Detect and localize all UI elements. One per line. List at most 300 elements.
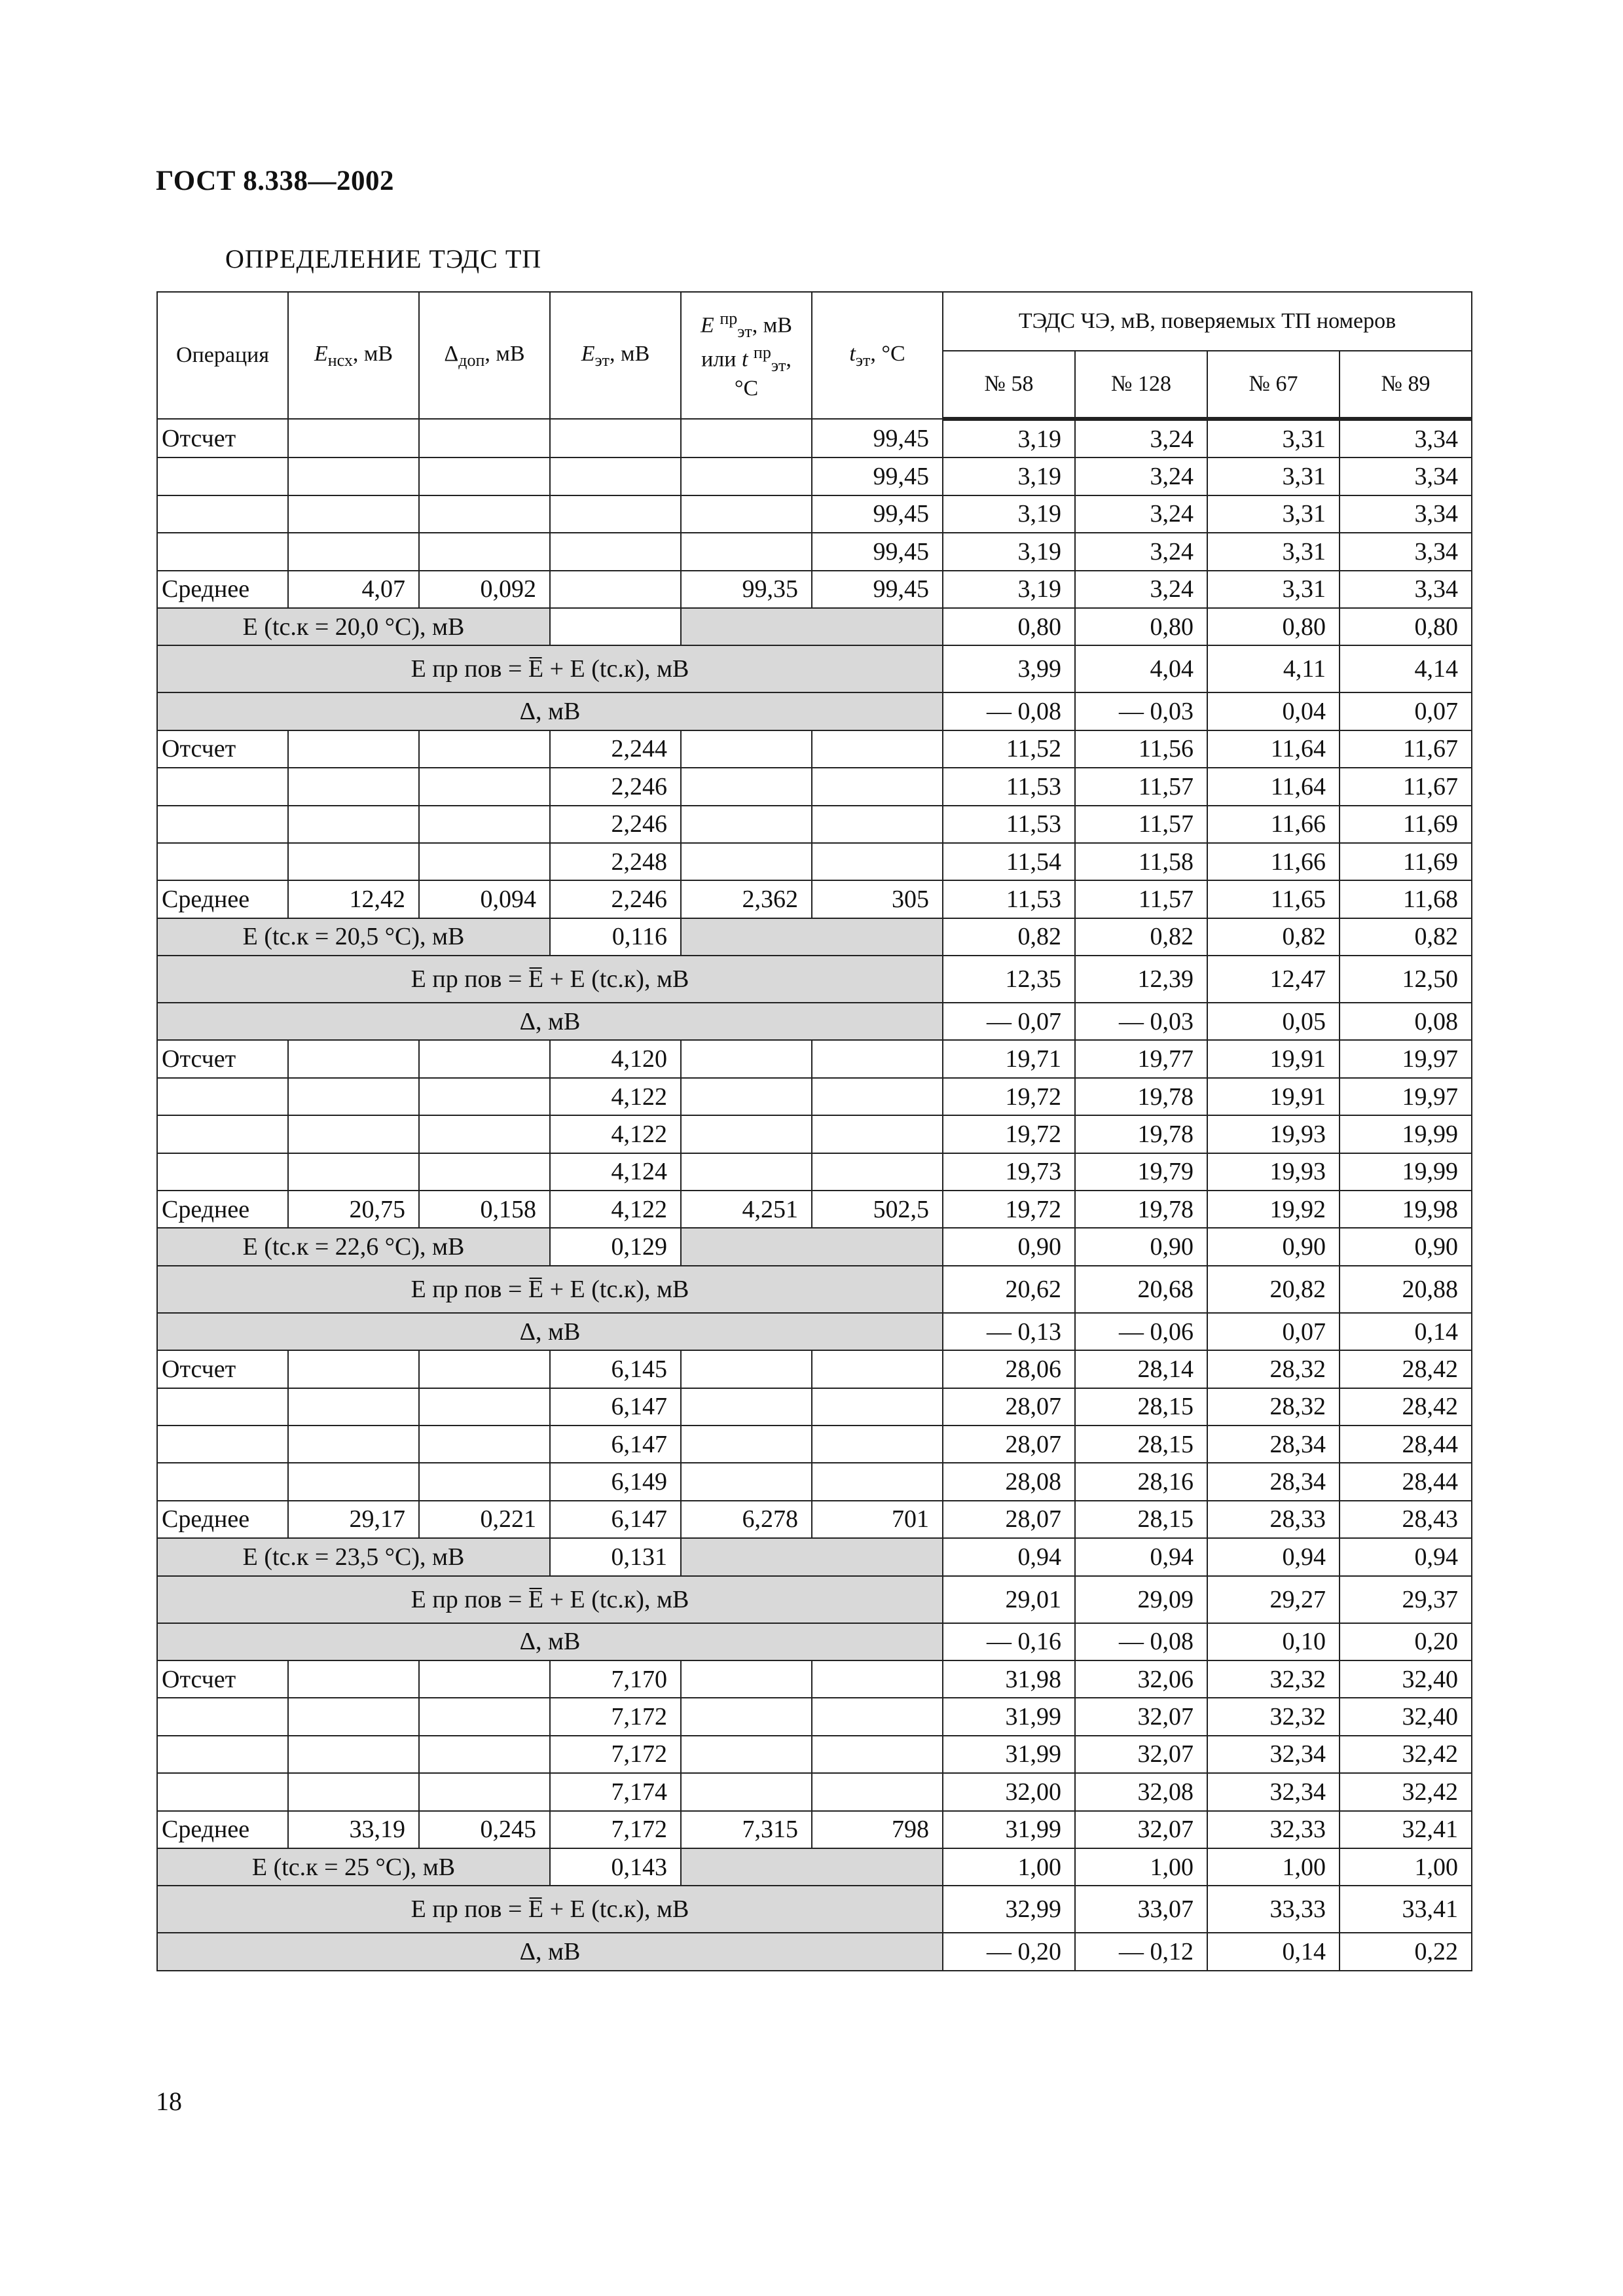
tp-value-cell: 28,33 xyxy=(1207,1501,1340,1538)
e-et-cell: 7,174 xyxy=(550,1773,681,1810)
cold-junction-label: E (tс.к = 25 °С), мВ xyxy=(157,1848,550,1886)
t-et-cell: 502,5 xyxy=(812,1191,943,1228)
tp-value-cell: 11,52 xyxy=(943,730,1075,768)
tp-value-cell: 0,22 xyxy=(1340,1933,1472,1970)
tp-value-cell: 32,32 xyxy=(1207,1660,1340,1698)
delta-dop-cell: 0,094 xyxy=(419,880,550,918)
tp-value-cell: 0,90 xyxy=(1340,1228,1472,1265)
t-et-cell: 99,45 xyxy=(812,571,943,608)
e-pr-cell xyxy=(681,768,812,805)
delta-row xyxy=(157,1003,1472,1040)
e-pr-cell xyxy=(681,1040,812,1077)
e-nsx-cell xyxy=(288,806,419,843)
operation-cell: Отсчет xyxy=(157,1350,288,1388)
delta-dop-cell xyxy=(419,419,550,457)
header-t-et: $t_{эт}$, °С xyxy=(812,292,943,419)
reading-row xyxy=(157,1115,1472,1153)
operation-cell: Среднее xyxy=(157,1501,288,1538)
e-nsx-cell xyxy=(288,533,419,570)
e-et-cell xyxy=(550,419,681,457)
t-et-cell xyxy=(812,1153,943,1191)
tp-value-cell: 3,24 xyxy=(1075,571,1207,608)
operation-cell: Отсчет xyxy=(157,730,288,768)
tp-value-cell: 20,88 xyxy=(1340,1266,1472,1313)
tp-value-cell: 0,80 xyxy=(1340,608,1472,645)
tp-value-cell: 3,19 xyxy=(943,495,1075,533)
e-et-cell: 4,120 xyxy=(550,1040,681,1077)
tp-value-cell: — 0,06 xyxy=(1075,1313,1207,1350)
delta-row xyxy=(157,692,1472,730)
reading-row xyxy=(157,1463,1472,1500)
page-number: 18 xyxy=(156,2087,182,2116)
tp-value-cell: 19,71 xyxy=(943,1040,1075,1077)
tp-value-cell: — 0,20 xyxy=(943,1933,1075,1970)
tp-value-cell: 32,42 xyxy=(1340,1773,1472,1810)
e-nsx-cell: 4,07 xyxy=(288,571,419,608)
tp-value-cell: 32,42 xyxy=(1340,1736,1472,1773)
tp-value-cell: 28,14 xyxy=(1075,1350,1207,1388)
tp-value-cell: 11,67 xyxy=(1340,730,1472,768)
tp-value-cell: 3,24 xyxy=(1075,533,1207,570)
cold-junction-label: E (tс.к = 20,0 °С), мВ xyxy=(157,608,550,645)
delta-dop-cell xyxy=(419,1463,550,1500)
e-nsx-cell xyxy=(288,1040,419,1077)
delta-dop-cell: 0,092 xyxy=(419,571,550,608)
tp-value-cell: 11,56 xyxy=(1075,730,1207,768)
tp-value-cell: 28,32 xyxy=(1207,1388,1340,1426)
delta-dop-cell xyxy=(419,1115,550,1153)
e-nsx-cell xyxy=(288,768,419,805)
e-et-cell xyxy=(550,495,681,533)
tp-value-cell: 3,34 xyxy=(1340,457,1472,495)
tp-value-cell: 1,00 xyxy=(1075,1848,1207,1886)
t-et-cell xyxy=(812,1773,943,1810)
tp-value-cell: 11,54 xyxy=(943,843,1075,880)
tp-value-cell: 28,34 xyxy=(1207,1426,1340,1463)
tp-value-cell: 19,79 xyxy=(1075,1153,1207,1191)
e-nsx-cell xyxy=(288,1660,419,1698)
e-pr-cell xyxy=(681,457,812,495)
reading-row xyxy=(157,768,1472,805)
tp-value-cell: 0,05 xyxy=(1207,1003,1340,1040)
tp-value-cell: 12,39 xyxy=(1075,956,1207,1003)
tp-value-cell: 4,14 xyxy=(1340,645,1472,692)
reading-row xyxy=(157,1040,1472,1077)
cold-junction-label: E (tс.к = 22,6 °С), мВ xyxy=(157,1228,550,1265)
tp-value-cell: 29,01 xyxy=(943,1576,1075,1623)
e-pov-label: E пр пов = E̅ + E (tс.к), мВ xyxy=(157,1266,943,1313)
header-tp-group: ТЭДС ЧЭ, мВ, поверяемых ТП номеров xyxy=(943,292,1472,351)
cold-junction-row xyxy=(157,918,1472,956)
e-nsx-cell: 20,75 xyxy=(288,1191,419,1228)
e-et-cell: 0,129 xyxy=(550,1228,681,1265)
tp-value-cell: 12,50 xyxy=(1340,956,1472,1003)
tp-value-cell: 32,34 xyxy=(1207,1773,1340,1810)
t-et-cell: 701 xyxy=(812,1501,943,1538)
tp-value-cell: 11,57 xyxy=(1075,768,1207,805)
average-row xyxy=(157,1501,1472,1538)
t-et-cell xyxy=(812,1115,943,1153)
reading-row xyxy=(157,1736,1472,1773)
cold-junction-row xyxy=(157,1228,1472,1265)
average-row xyxy=(157,1191,1472,1228)
operation-cell xyxy=(157,768,288,805)
e-pov-row xyxy=(157,956,1472,1003)
header-tp-number: № 128 xyxy=(1075,351,1207,419)
tp-value-cell: — 0,08 xyxy=(943,692,1075,730)
tp-value-cell: 33,07 xyxy=(1075,1886,1207,1933)
reading-row xyxy=(157,1660,1472,1698)
delta-dop-cell xyxy=(419,1660,550,1698)
e-nsx-cell: 29,17 xyxy=(288,1501,419,1538)
e-pov-row xyxy=(157,645,1472,692)
empty-cell xyxy=(681,1228,943,1265)
e-nsx-cell xyxy=(288,1153,419,1191)
t-et-cell xyxy=(812,1388,943,1426)
empty-cell xyxy=(681,918,943,956)
tp-value-cell: 0,80 xyxy=(943,608,1075,645)
t-et-cell xyxy=(812,1426,943,1463)
tp-value-cell: 1,00 xyxy=(943,1848,1075,1886)
e-nsx-cell: 12,42 xyxy=(288,880,419,918)
tp-value-cell: 32,40 xyxy=(1340,1660,1472,1698)
tp-value-cell: 28,07 xyxy=(943,1388,1075,1426)
tp-value-cell: — 0,07 xyxy=(943,1003,1075,1040)
reading-row xyxy=(157,1078,1472,1115)
tp-value-cell: 0,94 xyxy=(1207,1538,1340,1575)
document-code: ГОСТ 8.338—2002 xyxy=(156,166,394,196)
tp-value-cell: 19,78 xyxy=(1075,1191,1207,1228)
table-body xyxy=(157,419,1472,1971)
tp-value-cell: 19,91 xyxy=(1207,1078,1340,1115)
reading-row xyxy=(157,1773,1472,1810)
e-pov-row xyxy=(157,1576,1472,1623)
reading-row xyxy=(157,843,1472,880)
tp-value-cell: 28,07 xyxy=(943,1501,1075,1538)
e-nsx-cell xyxy=(288,730,419,768)
tp-value-cell: 20,68 xyxy=(1075,1266,1207,1313)
average-row xyxy=(157,571,1472,608)
tp-value-cell: 11,53 xyxy=(943,768,1075,805)
tp-value-cell: 0,08 xyxy=(1340,1003,1472,1040)
delta-dop-cell xyxy=(419,1350,550,1388)
tp-value-cell: 32,08 xyxy=(1075,1773,1207,1810)
header-e-pr: E $^{пр}_{эт}$, мВ или t $^{пр}_{эт}$, °С xyxy=(681,292,812,419)
tp-value-cell: 0,04 xyxy=(1207,692,1340,730)
tp-value-cell: 0,10 xyxy=(1207,1623,1340,1660)
cold-junction-row xyxy=(157,1538,1472,1575)
delta-dop-cell xyxy=(419,1078,550,1115)
e-pr-cell: 4,251 xyxy=(681,1191,812,1228)
tp-value-cell: 0,90 xyxy=(943,1228,1075,1265)
e-pov-row xyxy=(157,1886,1472,1933)
e-et-cell: 4,124 xyxy=(550,1153,681,1191)
tp-value-cell: 11,65 xyxy=(1207,880,1340,918)
header-delta-dop: $\Delta_{доп}$, мВ xyxy=(419,292,550,419)
cold-junction-label: E (tс.к = 20,5 °С), мВ xyxy=(157,918,550,956)
e-et-cell: 2,248 xyxy=(550,843,681,880)
header-e-et: $E_{эт}$, мВ xyxy=(550,292,681,419)
tp-value-cell: 19,78 xyxy=(1075,1115,1207,1153)
e-pr-cell xyxy=(681,1426,812,1463)
tp-value-cell: 12,47 xyxy=(1207,956,1340,1003)
tp-value-cell: 33,33 xyxy=(1207,1886,1340,1933)
e-pr-cell xyxy=(681,1115,812,1153)
e-nsx-cell xyxy=(288,419,419,457)
e-et-cell xyxy=(550,608,681,645)
e-et-cell xyxy=(550,571,681,608)
header-tp-number: № 58 xyxy=(943,351,1075,419)
reading-row xyxy=(157,1153,1472,1191)
delta-dop-cell: 0,221 xyxy=(419,1501,550,1538)
delta-dop-cell xyxy=(419,843,550,880)
tp-value-cell: 19,93 xyxy=(1207,1153,1340,1191)
tp-value-cell: 11,67 xyxy=(1340,768,1472,805)
tp-value-cell: 3,31 xyxy=(1207,533,1340,570)
tp-value-cell: 3,99 xyxy=(943,645,1075,692)
tp-value-cell: 28,15 xyxy=(1075,1501,1207,1538)
tp-value-cell: 12,35 xyxy=(943,956,1075,1003)
e-nsx-cell xyxy=(288,457,419,495)
tp-value-cell: 29,09 xyxy=(1075,1576,1207,1623)
tp-value-cell: 28,43 xyxy=(1340,1501,1472,1538)
tp-value-cell: 28,42 xyxy=(1340,1350,1472,1388)
header-tp-number: № 67 xyxy=(1207,351,1340,419)
e-nsx-cell: 33,19 xyxy=(288,1811,419,1848)
tp-value-cell: 32,99 xyxy=(943,1886,1075,1933)
delta-dop-cell xyxy=(419,1736,550,1773)
reading-row xyxy=(157,1426,1472,1463)
operation-cell xyxy=(157,1773,288,1810)
e-nsx-cell xyxy=(288,1350,419,1388)
tp-value-cell: 19,99 xyxy=(1340,1153,1472,1191)
tp-value-cell: 3,34 xyxy=(1340,419,1472,457)
e-pr-cell xyxy=(681,1078,812,1115)
delta-dop-cell xyxy=(419,806,550,843)
delta-dop-cell xyxy=(419,1388,550,1426)
operation-cell xyxy=(157,1153,288,1191)
t-et-cell xyxy=(812,1660,943,1698)
tp-value-cell: 28,44 xyxy=(1340,1426,1472,1463)
e-et-cell: 0,116 xyxy=(550,918,681,956)
e-pr-cell xyxy=(681,419,812,457)
t-et-cell xyxy=(812,1698,943,1735)
tp-value-cell: 28,44 xyxy=(1340,1463,1472,1500)
tp-value-cell: 28,07 xyxy=(943,1426,1075,1463)
empty-cell xyxy=(681,1538,943,1575)
t-et-cell: 99,45 xyxy=(812,495,943,533)
reading-row xyxy=(157,1388,1472,1426)
tp-value-cell: 11,64 xyxy=(1207,768,1340,805)
tp-value-cell: 11,68 xyxy=(1340,880,1472,918)
tp-value-cell: 32,34 xyxy=(1207,1736,1340,1773)
e-et-cell: 6,147 xyxy=(550,1388,681,1426)
tp-value-cell: 19,72 xyxy=(943,1078,1075,1115)
e-pov-row xyxy=(157,1266,1472,1313)
tp-value-cell: 19,91 xyxy=(1207,1040,1340,1077)
t-et-cell: 798 xyxy=(812,1811,943,1848)
delta-dop-cell: 0,245 xyxy=(419,1811,550,1848)
tp-value-cell: 28,32 xyxy=(1207,1350,1340,1388)
t-et-cell xyxy=(812,806,943,843)
header-e-nsx: $E_{нсх}$, мВ xyxy=(288,292,419,419)
operation-cell xyxy=(157,533,288,570)
tp-value-cell: 0,07 xyxy=(1340,692,1472,730)
tp-value-cell: 0,82 xyxy=(1207,918,1340,956)
e-et-cell: 7,170 xyxy=(550,1660,681,1698)
t-et-cell: 99,45 xyxy=(812,457,943,495)
operation-cell xyxy=(157,843,288,880)
tp-value-cell: 3,24 xyxy=(1075,495,1207,533)
operation-cell xyxy=(157,495,288,533)
tp-value-cell: 11,66 xyxy=(1207,806,1340,843)
t-et-cell xyxy=(812,1040,943,1077)
tp-value-cell: 0,90 xyxy=(1075,1228,1207,1265)
tp-value-cell: 3,31 xyxy=(1207,495,1340,533)
delta-dop-cell xyxy=(419,1040,550,1077)
tp-value-cell: 0,20 xyxy=(1340,1623,1472,1660)
tp-value-cell: 19,77 xyxy=(1075,1040,1207,1077)
e-et-cell: 4,122 xyxy=(550,1191,681,1228)
reading-row xyxy=(157,533,1472,570)
tp-value-cell: 3,34 xyxy=(1340,533,1472,570)
reading-row xyxy=(157,419,1472,457)
empty-cell xyxy=(681,1848,943,1886)
t-et-cell xyxy=(812,730,943,768)
delta-label: Δ, мВ xyxy=(157,1623,943,1660)
tp-value-cell: 32,07 xyxy=(1075,1698,1207,1735)
tp-value-cell: 3,34 xyxy=(1340,495,1472,533)
tp-value-cell: 11,53 xyxy=(943,806,1075,843)
tp-value-cell: 0,80 xyxy=(1207,608,1340,645)
operation-cell xyxy=(157,1736,288,1773)
e-nsx-cell xyxy=(288,1388,419,1426)
tp-value-cell: 19,93 xyxy=(1207,1115,1340,1153)
delta-dop-cell xyxy=(419,495,550,533)
tp-value-cell: 28,08 xyxy=(943,1463,1075,1500)
delta-label: Δ, мВ xyxy=(157,1003,943,1040)
operation-cell: Среднее xyxy=(157,1191,288,1228)
tp-value-cell: 11,57 xyxy=(1075,806,1207,843)
tp-value-cell: 3,19 xyxy=(943,457,1075,495)
tp-value-cell: 0,07 xyxy=(1207,1313,1340,1350)
tp-value-cell: 19,73 xyxy=(943,1153,1075,1191)
tp-value-cell: 11,58 xyxy=(1075,843,1207,880)
e-pov-label: E пр пов = E̅ + E (tс.к), мВ xyxy=(157,1576,943,1623)
tp-value-cell: 19,78 xyxy=(1075,1078,1207,1115)
empty-cell xyxy=(681,608,943,645)
tp-value-cell: 1,00 xyxy=(1340,1848,1472,1886)
tp-value-cell: 31,98 xyxy=(943,1660,1075,1698)
e-et-cell: 6,149 xyxy=(550,1463,681,1500)
tp-value-cell: 0,82 xyxy=(1340,918,1472,956)
t-et-cell xyxy=(812,1350,943,1388)
e-et-cell: 2,246 xyxy=(550,806,681,843)
delta-dop-cell xyxy=(419,457,550,495)
e-pr-cell xyxy=(681,1698,812,1735)
e-pr-cell: 99,35 xyxy=(681,571,812,608)
t-et-cell xyxy=(812,843,943,880)
operation-cell xyxy=(157,1463,288,1500)
e-pr-cell xyxy=(681,1660,812,1698)
e-et-cell: 4,122 xyxy=(550,1078,681,1115)
e-pr-cell: 7,315 xyxy=(681,1811,812,1848)
tp-value-cell: 3,24 xyxy=(1075,457,1207,495)
tp-value-cell: 19,72 xyxy=(943,1115,1075,1153)
operation-cell xyxy=(157,1078,288,1115)
tp-value-cell: 3,19 xyxy=(943,419,1075,457)
tp-value-cell: 29,27 xyxy=(1207,1576,1340,1623)
reading-row xyxy=(157,730,1472,768)
tp-value-cell: 32,00 xyxy=(943,1773,1075,1810)
tp-value-cell: 3,31 xyxy=(1207,419,1340,457)
tp-value-cell: 3,24 xyxy=(1075,419,1207,457)
operation-cell xyxy=(157,806,288,843)
tp-value-cell: 29,37 xyxy=(1340,1576,1472,1623)
delta-dop-cell xyxy=(419,1698,550,1735)
tp-value-cell: 31,99 xyxy=(943,1698,1075,1735)
e-pr-cell xyxy=(681,1463,812,1500)
delta-dop-cell xyxy=(419,533,550,570)
tp-value-cell: 3,31 xyxy=(1207,457,1340,495)
e-pr-cell xyxy=(681,533,812,570)
tp-value-cell: 31,99 xyxy=(943,1736,1075,1773)
measurement-table xyxy=(156,291,1472,1971)
e-et-cell xyxy=(550,533,681,570)
t-et-cell xyxy=(812,1463,943,1500)
e-et-cell xyxy=(550,457,681,495)
e-pr-cell xyxy=(681,1350,812,1388)
delta-label: Δ, мВ xyxy=(157,1313,943,1350)
e-nsx-cell xyxy=(288,1736,419,1773)
tp-value-cell: 11,66 xyxy=(1207,843,1340,880)
operation-cell xyxy=(157,1426,288,1463)
header-operation: Операция xyxy=(157,292,288,419)
e-nsx-cell xyxy=(288,495,419,533)
e-nsx-cell xyxy=(288,1698,419,1735)
operation-cell: Отсчет xyxy=(157,1040,288,1077)
e-nsx-cell xyxy=(288,1115,419,1153)
delta-row xyxy=(157,1623,1472,1660)
tp-value-cell: 11,64 xyxy=(1207,730,1340,768)
e-nsx-cell xyxy=(288,1426,419,1463)
tp-value-cell: 32,33 xyxy=(1207,1811,1340,1848)
e-pr-cell xyxy=(681,1773,812,1810)
tp-value-cell: 11,69 xyxy=(1340,806,1472,843)
t-et-cell xyxy=(812,1078,943,1115)
e-pov-label: E пр пов = E̅ + E (tс.к), мВ xyxy=(157,1886,943,1933)
tp-value-cell: 32,41 xyxy=(1340,1811,1472,1848)
e-nsx-cell xyxy=(288,1078,419,1115)
e-nsx-cell xyxy=(288,1463,419,1500)
tp-value-cell: — 0,13 xyxy=(943,1313,1075,1350)
header-tp-number: № 89 xyxy=(1340,351,1472,419)
tp-value-cell: 0,14 xyxy=(1207,1933,1340,1970)
tp-value-cell: 28,15 xyxy=(1075,1388,1207,1426)
tp-value-cell: 28,15 xyxy=(1075,1426,1207,1463)
delta-row xyxy=(157,1313,1472,1350)
reading-row xyxy=(157,1698,1472,1735)
delta-dop-cell xyxy=(419,768,550,805)
tp-value-cell: 0,94 xyxy=(1075,1538,1207,1575)
tp-value-cell: 19,92 xyxy=(1207,1191,1340,1228)
tp-value-cell: 0,82 xyxy=(1075,918,1207,956)
delta-dop-cell xyxy=(419,1773,550,1810)
tp-value-cell: 28,42 xyxy=(1340,1388,1472,1426)
cold-junction-label: E (tс.к = 23,5 °С), мВ xyxy=(157,1538,550,1575)
tp-value-cell: — 0,03 xyxy=(1075,1003,1207,1040)
e-pr-cell xyxy=(681,1153,812,1191)
